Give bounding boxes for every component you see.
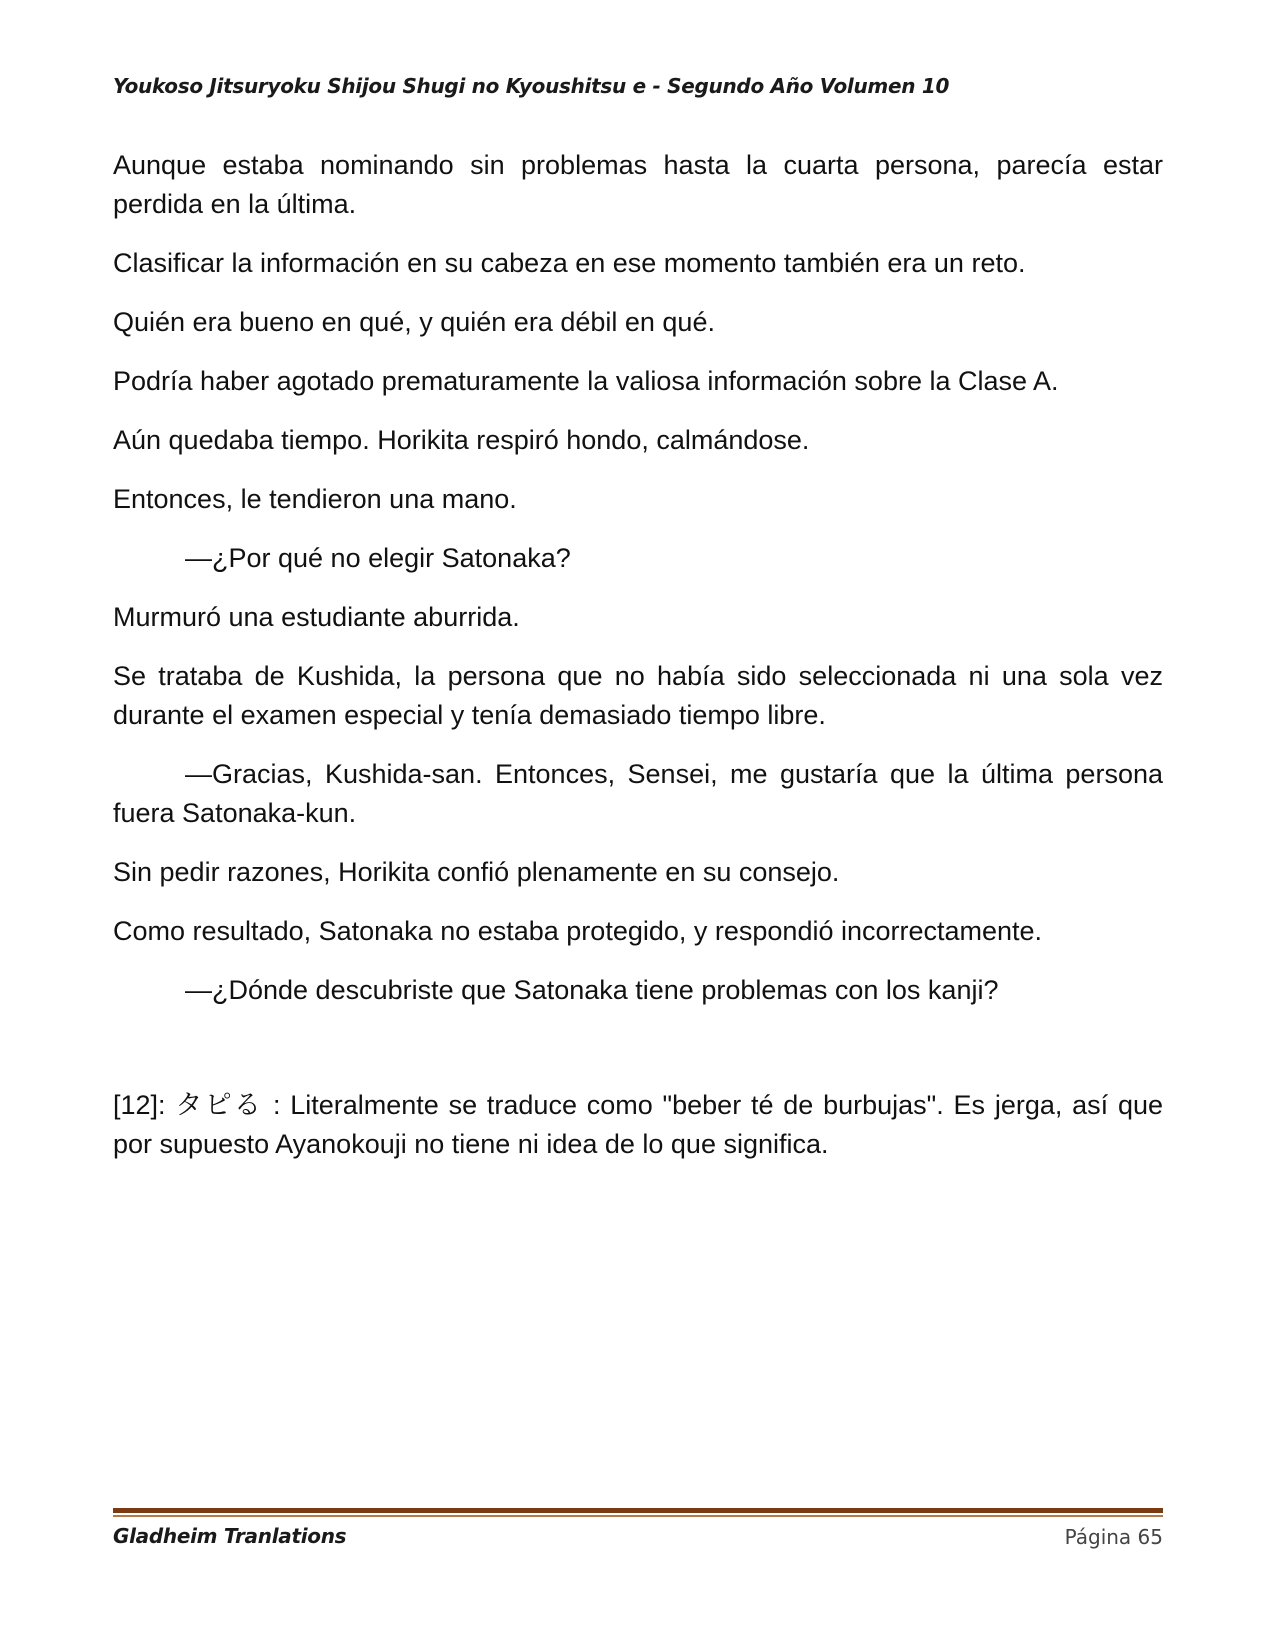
footer-rule-thick [113, 1508, 1163, 1513]
page-header-title: Youkoso Jitsuryoku Shijou Shugi no Kyoushitsu e - Segundo Año Volumen 10 [113, 74, 950, 98]
dialogue-paragraph: —¿Dónde descubriste que Satonaka tiene problemas con los kanji? [185, 975, 999, 1005]
footnote: [12]: タピる : Literalmente se traduce como "beber té de burbujas". Es jerga, así que por supuesto Ayanokouji no tiene ni idea de lo que significa. [113, 1090, 1163, 1159]
footer-page-number: Página 65 [1064, 1525, 1163, 1549]
paragraph: Podría haber agotado prematuramente la valiosa información sobre la Clase A. [113, 366, 1059, 396]
paragraph: Murmuró una estudiante aburrida. [113, 602, 520, 632]
dialogue-paragraph: —¿Por qué no elegir Satonaka? [185, 543, 571, 573]
paragraph: Aunque estaba nominando sin problemas hasta la cuarta persona, parecía estar perdida en la última. [113, 150, 1163, 219]
paragraph: Sin pedir razones, Horikita confió plenamente en su consejo. [113, 857, 840, 887]
footer-rule-thin [113, 1515, 1163, 1517]
paragraph: Quién era bueno en qué, y quién era débil en qué. [113, 307, 715, 337]
paragraph: Aún quedaba tiempo. Horikita respiró hondo, calmándose. [113, 425, 810, 455]
paragraph: Clasificar la información en su cabeza en ese momento también era un reto. [113, 248, 1026, 278]
paragraph: Se trataba de Kushida, la persona que no había sido seleccionada ni una sola vez durante el examen especial y tenía demasiado tiempo libre. [113, 661, 1163, 730]
body-text [113, 146, 1163, 1184]
paragraph: Entonces, le tendieron una mano. [113, 484, 517, 514]
paragraph: Como resultado, Satonaka no estaba protegido, y respondió incorrectamente. [113, 916, 1043, 946]
dialogue-paragraph: —Gracias, Kushida-san. Entonces, Sensei, me gustaría que la última persona fuera Satonaka-kun. [113, 759, 1163, 828]
footer-publisher: Gladheim Tranlations [113, 1524, 347, 1548]
